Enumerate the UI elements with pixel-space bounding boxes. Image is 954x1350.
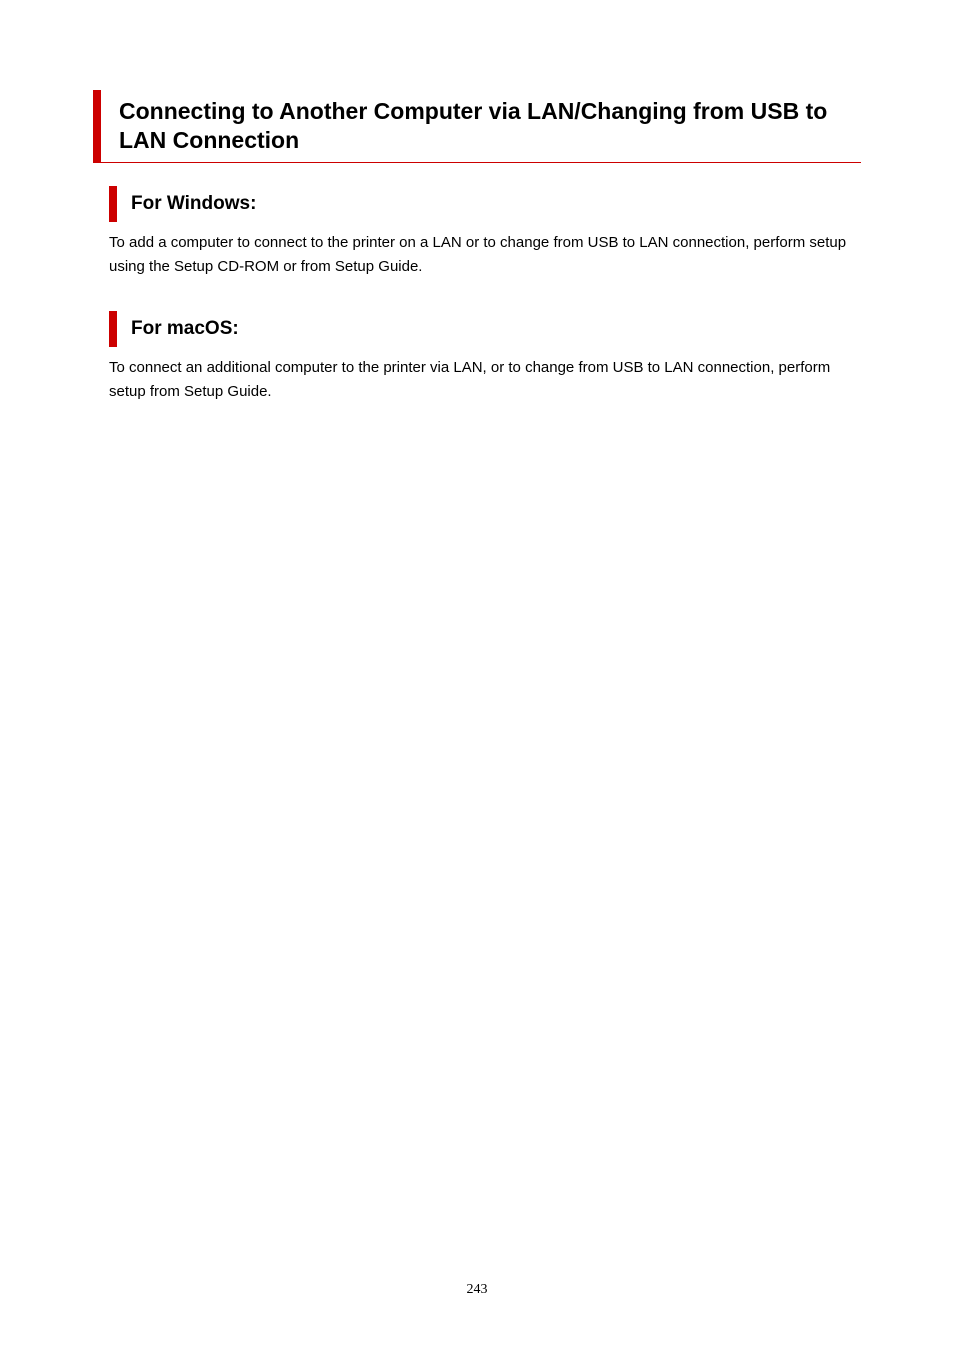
section-title-windows: For Windows: [131,193,257,214]
section-heading-macos [109,311,809,347]
page-title: Connecting to Another Computer via LAN/Changing from USB to LAN Connection [119,98,828,153]
page-title-block [93,90,861,163]
windows-instructions: To add a computer to connect to the printer on a LAN or to change from USB to LAN connection, perform setup using the Setup CD-ROM or from Setup Guide. [109,234,847,275]
section-title-macos: For macOS: [131,318,239,339]
page-number: 243 [466,1282,488,1297]
title-accent-bar [93,90,101,162]
section-accent-bar [109,186,117,222]
section-heading-windows [109,186,809,222]
macos-instructions: To connect an additional computer to the printer via LAN, or to change from USB to LAN connection, perform setup from Setup Guide. [109,359,831,400]
section-accent-bar [109,311,117,347]
